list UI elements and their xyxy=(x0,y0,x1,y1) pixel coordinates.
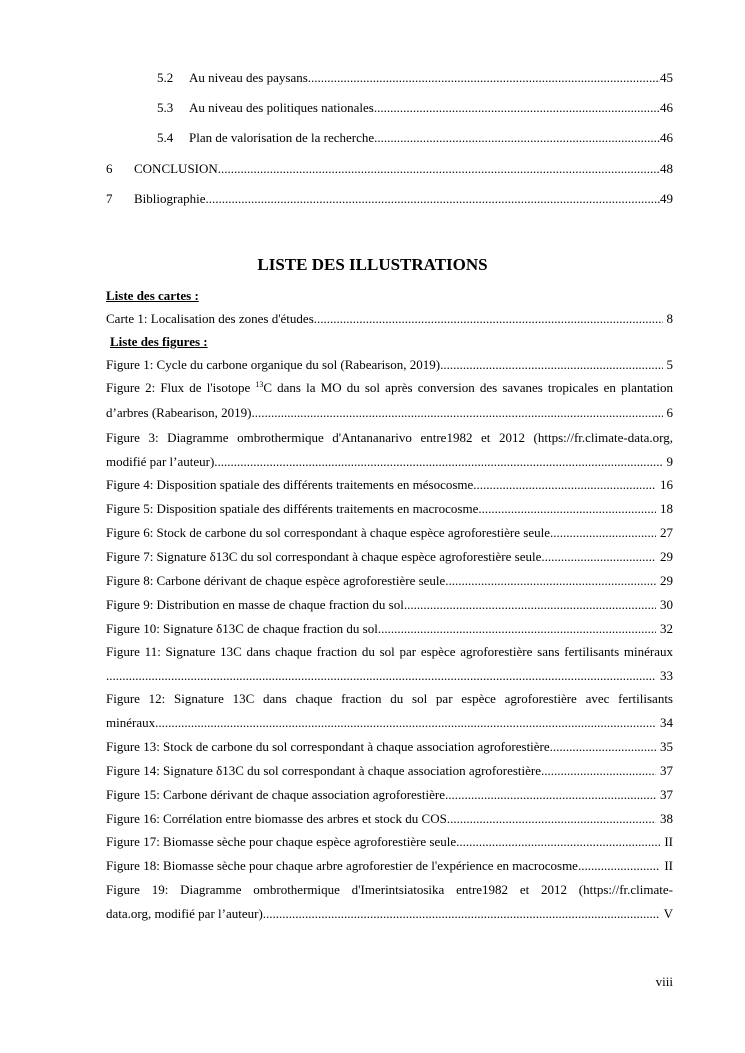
toc-label: CONCLUSION xyxy=(134,161,218,176)
entry-page: 29 xyxy=(660,573,673,588)
toc-leader xyxy=(440,357,662,373)
toc-leader xyxy=(541,763,656,779)
entry-page: 37 xyxy=(660,763,673,778)
toc-leader xyxy=(541,549,656,565)
toc-page: 45 xyxy=(660,70,673,85)
page-number: viii xyxy=(655,974,673,989)
figure-entry[interactable] xyxy=(106,549,673,565)
entry-page: II xyxy=(664,858,673,873)
toc-number: 5.2 xyxy=(157,70,174,85)
toc-leader xyxy=(214,454,662,470)
figures-section-label: Liste des figures : xyxy=(110,334,208,349)
toc-leader xyxy=(314,311,663,327)
toc-leader xyxy=(374,100,660,116)
toc-leader xyxy=(374,130,660,146)
figure-entry[interactable] xyxy=(106,357,673,373)
toc-label: Au niveau des politiques nationales xyxy=(189,100,374,115)
entry-label-line1: Figure 12: Signature 13C dans chaque fraction du sol par espèce agroforestière avec fertilisants xyxy=(106,691,673,706)
toc-entry[interactable] xyxy=(157,100,673,116)
entry-page: 6 xyxy=(666,405,673,420)
toc-page: 46 xyxy=(660,100,673,115)
carte-entry[interactable] xyxy=(106,311,673,327)
entry-label: Figure 4: Disposition spatiale des différents traitements en mésocosme xyxy=(106,477,474,492)
toc-leader xyxy=(218,161,660,177)
toc-leader xyxy=(447,811,656,827)
entry-label-line2: modifié par l’auteur) xyxy=(106,454,215,469)
entry-page: 33 xyxy=(660,668,673,683)
entry-label: Figure 5: Disposition spatiale des différents traitements en macrocosme xyxy=(106,501,479,516)
toc-leader xyxy=(206,191,661,207)
page-title: LISTE DES ILLUSTRATIONS xyxy=(257,255,488,274)
entry-label: Figure 10: Signature δ13C de chaque fraction du sol xyxy=(106,621,378,636)
entry-page: 5 xyxy=(666,357,673,372)
entry-label: Figure 16: Corrélation entre biomasse des arbres et stock du COS xyxy=(106,811,447,826)
entry-page: 32 xyxy=(660,621,673,636)
toc-label: Au niveau des paysans xyxy=(189,70,308,85)
entry-label: Figure 1: Cycle du carbone organique du sol (Rabearison, 2019) xyxy=(106,357,441,372)
toc-number: 5.3 xyxy=(157,100,174,115)
figure-entry[interactable] xyxy=(106,380,673,396)
entry-page: 27 xyxy=(660,525,673,540)
toc-label: Bibliographie xyxy=(134,191,206,206)
entry-label: Carte 1: Localisation des zones d'études xyxy=(106,311,314,326)
toc-leader xyxy=(106,668,656,684)
figure-entry[interactable] xyxy=(106,621,673,637)
entry-label-line2: d’arbres (Rabearison, 2019) xyxy=(106,405,252,420)
toc-entry[interactable] xyxy=(106,191,673,207)
figure-entry-continuation[interactable] xyxy=(106,668,673,684)
toc-entry[interactable] xyxy=(106,161,673,177)
entry-label: Figure 13: Stock de carbone du sol correspondant à chaque association agroforestière xyxy=(106,739,550,754)
toc-leader xyxy=(456,834,660,850)
entry-page: 8 xyxy=(666,311,673,326)
entry-page: V xyxy=(663,906,673,921)
figure-entry-continuation[interactable] xyxy=(106,715,673,731)
toc-leader xyxy=(404,597,656,613)
entry-label: Figure 18: Biomasse sèche pour chaque arbre agroforestier de l'expérience en macrocosme xyxy=(106,858,578,873)
entry-page: 9 xyxy=(666,454,673,469)
entry-label-line2: data.org, modifié par l’auteur) xyxy=(106,906,263,921)
figure-entry[interactable] xyxy=(106,430,673,446)
figure-entry[interactable] xyxy=(106,858,673,874)
entry-page: 16 xyxy=(660,477,673,492)
figure-entry[interactable] xyxy=(106,882,673,898)
figure-entry[interactable] xyxy=(106,477,673,493)
figure-entry[interactable] xyxy=(106,525,673,541)
figure-entry[interactable] xyxy=(106,739,673,755)
toc-entry[interactable] xyxy=(157,70,673,86)
entry-label: Figure 17: Biomasse sèche pour chaque espèce agroforestière seule xyxy=(106,834,457,849)
toc-label: Plan de valorisation de la recherche xyxy=(189,130,375,145)
entry-label-line1: Figure 19: Diagramme ombrothermique d'Imerintsiatosika entre1982 et 2012 (https://fr.climate- xyxy=(106,882,673,897)
toc-page: 49 xyxy=(660,191,673,206)
entry-label: Figure 7: Signature δ13C du sol correspondant à chaque espèce agroforestière seule xyxy=(106,549,542,564)
entry-label-line1: Figure 2: Flux de l'isotope $^{13}$C dans la MO du sol après conversion des savanes tropicales en plantation xyxy=(106,380,673,395)
figure-entry[interactable] xyxy=(106,763,673,779)
figure-entry[interactable] xyxy=(106,501,673,517)
toc-leader xyxy=(550,525,656,541)
figure-entry[interactable] xyxy=(106,834,673,850)
toc-number: 5.4 xyxy=(157,130,174,145)
figure-entry[interactable] xyxy=(106,811,673,827)
toc-leader xyxy=(155,715,656,731)
entry-page: 35 xyxy=(660,739,673,754)
toc-number: 6 xyxy=(106,161,113,176)
entry-page: 29 xyxy=(660,549,673,564)
toc-leader xyxy=(308,70,660,86)
toc-page: 48 xyxy=(660,161,673,176)
figure-entry[interactable] xyxy=(106,644,673,660)
entry-label: Figure 9: Distribution en masse de chaque fraction du sol xyxy=(106,597,404,612)
toc-leader xyxy=(478,501,656,517)
entry-page: 37 xyxy=(660,787,673,802)
entry-label: Figure 14: Signature δ13C du sol correspondant à chaque association agroforestière xyxy=(106,763,542,778)
toc-number: 7 xyxy=(106,191,113,206)
toc-page: 46 xyxy=(660,130,673,145)
entry-label: Figure 6: Stock de carbone du sol correspondant à chaque espèce agroforestière seule xyxy=(106,525,550,540)
entry-page: 30 xyxy=(660,597,673,612)
toc-leader xyxy=(550,739,656,755)
figure-entry-continuation[interactable] xyxy=(106,454,673,470)
toc-leader xyxy=(251,405,662,421)
toc-leader xyxy=(263,906,660,922)
entry-label-line1: Figure 11: Signature 13C dans chaque fraction du sol par espèce agroforestière sans fertilisants minéraux xyxy=(106,644,673,659)
toc-leader xyxy=(473,477,656,493)
toc-leader xyxy=(445,573,656,589)
figure-entry[interactable] xyxy=(106,787,673,803)
entry-page: 18 xyxy=(660,501,673,516)
entry-label-line1: Figure 3: Diagramme ombrothermique d'Antananarivo entre1982 et 2012 (https://fr.climate-data.org, xyxy=(106,430,673,445)
figure-entry-continuation[interactable] xyxy=(106,906,673,922)
toc-leader xyxy=(378,621,656,637)
entry-page: 38 xyxy=(660,811,673,826)
cartes-section-label: Liste des cartes : xyxy=(106,288,199,303)
figure-entry[interactable] xyxy=(106,691,673,707)
toc-leader xyxy=(445,787,656,803)
entry-label-line2: minéraux xyxy=(106,715,156,730)
toc-leader xyxy=(578,858,660,874)
toc-entry[interactable] xyxy=(157,130,673,146)
figure-entry[interactable] xyxy=(106,597,673,613)
entry-label: Figure 8: Carbone dérivant de chaque espèce agroforestière seule xyxy=(106,573,446,588)
entry-label: Figure 15: Carbone dérivant de chaque association agroforestière xyxy=(106,787,445,802)
entry-page: 34 xyxy=(660,715,673,730)
entry-page: II xyxy=(664,834,673,849)
figure-entry[interactable] xyxy=(106,573,673,589)
figure-entry-continuation[interactable] xyxy=(106,405,673,421)
